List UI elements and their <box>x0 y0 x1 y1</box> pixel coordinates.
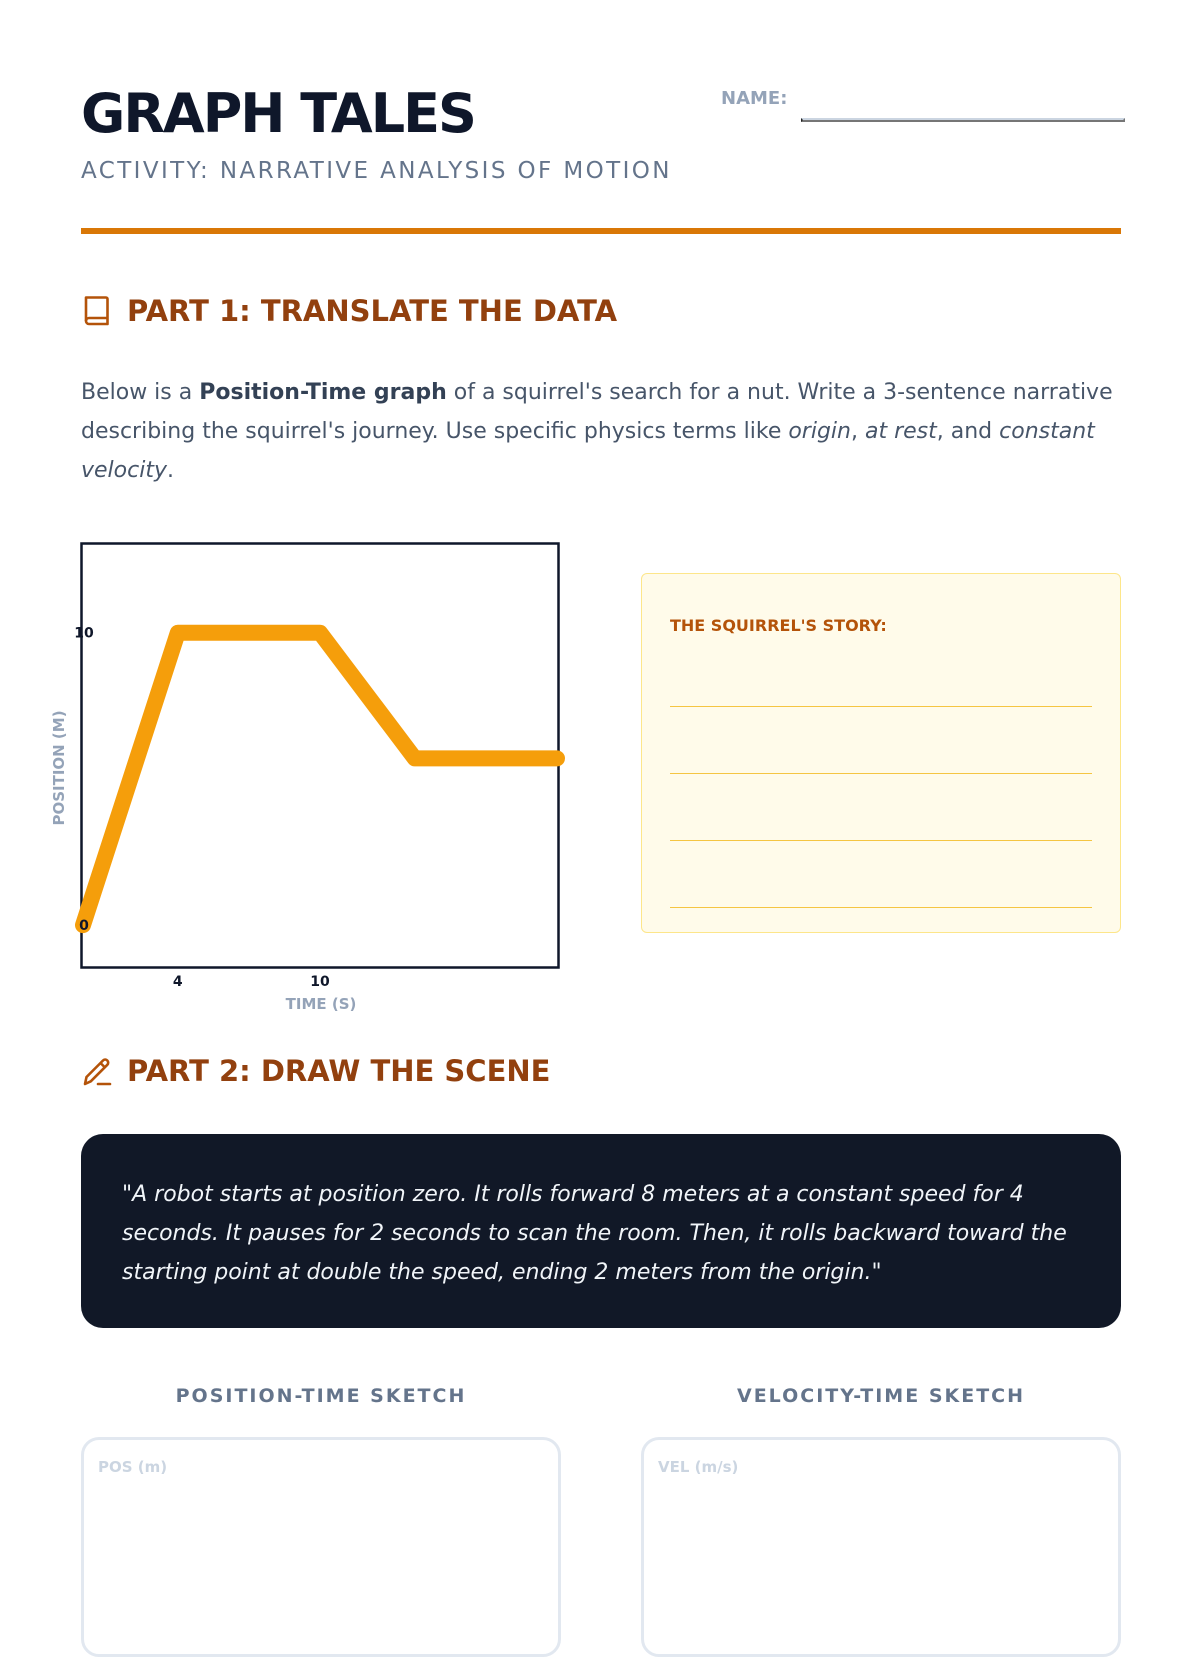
position-sketch-title: POSITION-TIME SKETCH <box>175 1385 467 1407</box>
instructions-text: Below is a <box>81 380 200 405</box>
part1-instructions <box>81 373 1126 490</box>
instructions-bold-term: Position-Time graph <box>199 380 447 405</box>
instructions-term: origin <box>788 419 851 444</box>
part2-heading <box>81 1051 550 1091</box>
page-title: GRAPH TALES <box>81 82 475 145</box>
name-label: NAME: <box>721 88 788 109</box>
instructions-text: of a squirrel's search for a nut. Write a 3-sentence narrative describing the squirrel's journey. Use specific physics terms like <box>81 380 1113 444</box>
y-axis-label: POSITION (M) <box>50 710 68 826</box>
velocity-axis-label: VEL (m/s) <box>658 1458 739 1476</box>
header-divider <box>81 228 1121 234</box>
x-axis-label: TIME (S) <box>285 995 357 1013</box>
instructions-text: , <box>850 419 865 444</box>
story-writing-line <box>670 706 1092 707</box>
story-writing-line <box>670 773 1092 774</box>
part1-title: PART 1: TRANSLATE THE DATA <box>127 294 618 328</box>
velocity-sketch-area[interactable] <box>641 1437 1121 1657</box>
instructions-text: , and <box>936 419 1000 444</box>
y-tick-label: 0 <box>79 918 89 935</box>
scenario-panel <box>81 1134 1121 1328</box>
story-answer-box[interactable] <box>641 573 1121 933</box>
story-writing-line <box>670 840 1092 841</box>
position-sketch-area[interactable] <box>81 1437 561 1657</box>
instructions-text: . <box>166 458 174 483</box>
page-subtitle: ACTIVITY: NARRATIVE ANALYSIS OF MOTION <box>81 158 672 184</box>
part2-title: PART 2: DRAW THE SCENE <box>127 1054 551 1088</box>
pencil-icon <box>81 1054 113 1088</box>
story-writing-line <box>670 907 1092 908</box>
position-axis-label: POS (m) <box>98 1458 168 1476</box>
name-field[interactable] <box>801 118 1125 122</box>
instructions-term: at rest <box>864 419 937 444</box>
scenario-text: "A robot starts at position zero. It rolls forward 8 meters at a constant speed for 4 seconds. It pauses for 2 seconds to scan the room. Then, it rolls backward toward the starting point at double the speed, ending 2 meters from the origin." <box>122 1182 1067 1285</box>
y-tick-label: 10 <box>74 625 94 642</box>
position-time-graph <box>40 538 570 1018</box>
instructions-term: constant velocity <box>81 419 1095 483</box>
velocity-sketch-title: VELOCITY-TIME SKETCH <box>736 1385 1026 1407</box>
x-tick-label: 10 <box>310 974 330 990</box>
story-label: THE SQUIRREL'S STORY: <box>670 616 887 635</box>
x-tick-label: 4 <box>172 974 183 990</box>
part1-heading <box>81 291 617 331</box>
book-icon <box>81 294 113 328</box>
